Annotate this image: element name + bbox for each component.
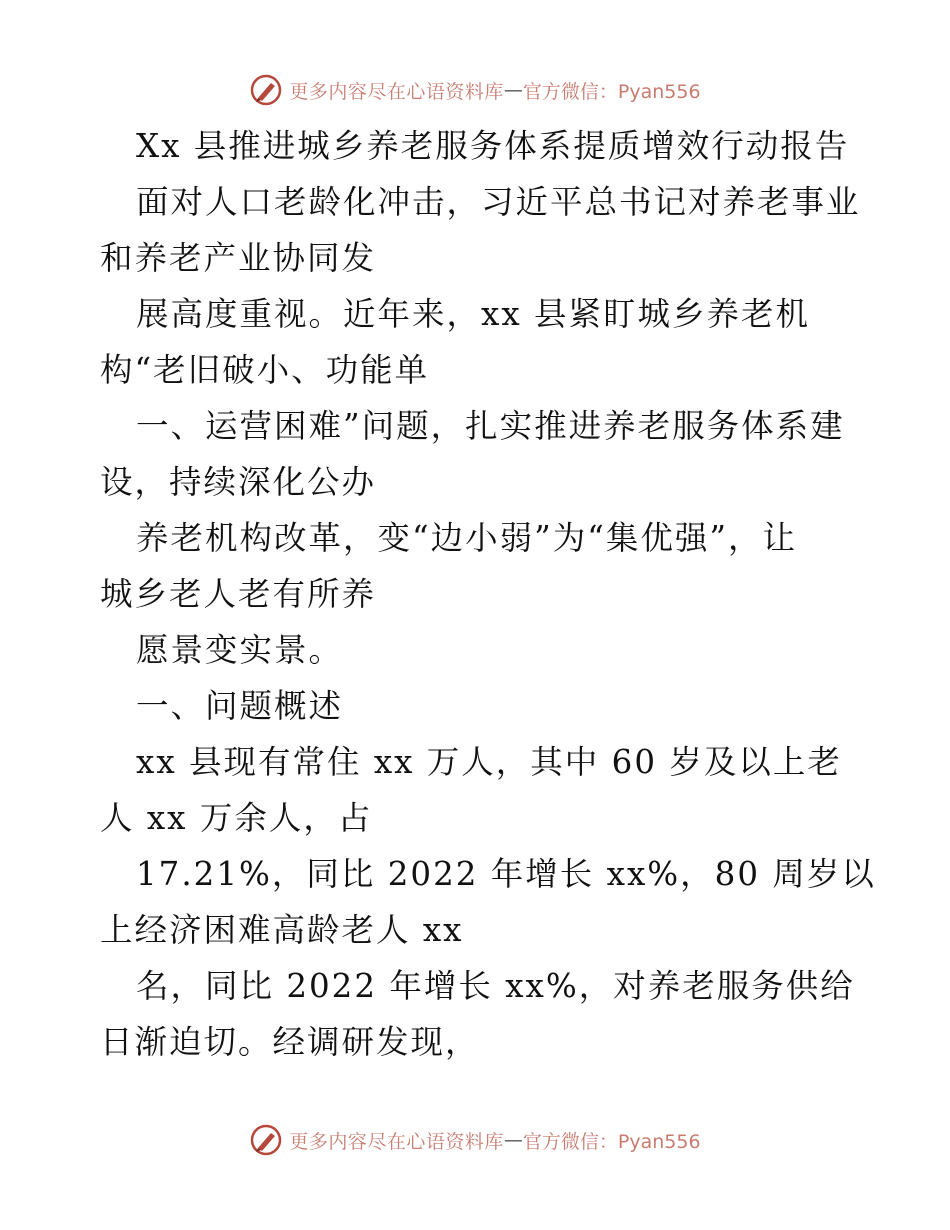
text-line: 一、问题概述 bbox=[136, 687, 344, 725]
pen-logo-icon bbox=[249, 1123, 283, 1157]
text-line: 一、运营困难”问题，扎实推进养老服务体系建 bbox=[136, 407, 845, 445]
text-line: 日渐迫切。经调研发现， bbox=[100, 1023, 480, 1061]
text-line: 展高度重视。近年来，xx 县紧盯城乡养老机 bbox=[136, 295, 810, 333]
watermark-separator: — bbox=[503, 79, 523, 101]
pen-logo-icon bbox=[249, 73, 283, 107]
document-body bbox=[100, 118, 876, 1070]
text-line: xx 县现有常住 xx 万人，其中 60 岁及以上老 bbox=[136, 743, 842, 781]
watermark-wechat-text: 官方微信：Pyan556 bbox=[522, 80, 701, 103]
footer-watermark bbox=[0, 1120, 950, 1160]
text-line: 上经济困难高龄老人 xx bbox=[100, 911, 464, 949]
text-line: 愿景变实景。 bbox=[136, 631, 344, 669]
text-line: 设，持续深化公办 bbox=[100, 463, 377, 501]
text-line: 和养老产业协同发 bbox=[100, 239, 377, 277]
watermark-brand-text: 更多内容尽在心语资料库 bbox=[289, 1130, 504, 1153]
watermark-wechat-text: 官方微信：Pyan556 bbox=[522, 1130, 701, 1153]
text-line: 养老机构改革，变“边小弱”为“集优强”，让 bbox=[136, 519, 797, 557]
header-watermark bbox=[0, 70, 950, 110]
text-line: 面对人口老龄化冲击，习近平总书记对养老事业 bbox=[136, 183, 861, 221]
text-line: 人 xx 万余人，占 bbox=[100, 799, 373, 837]
text-line: 17.21%，同比 2022 年增长 xx%，80 周岁以 bbox=[136, 855, 876, 893]
watermark-brand-text: 更多内容尽在心语资料库 bbox=[289, 80, 504, 103]
text-line: 名，同比 2022 年增长 xx%，对养老服务供给 bbox=[136, 967, 855, 1005]
text-line: 构“老旧破小、功能单 bbox=[100, 351, 430, 389]
watermark-separator: — bbox=[503, 1129, 523, 1151]
text-line: 城乡老人老有所养 bbox=[100, 575, 377, 613]
document-title: Xx 县推进城乡养老服务体系提质增效行动报告 bbox=[136, 127, 850, 165]
